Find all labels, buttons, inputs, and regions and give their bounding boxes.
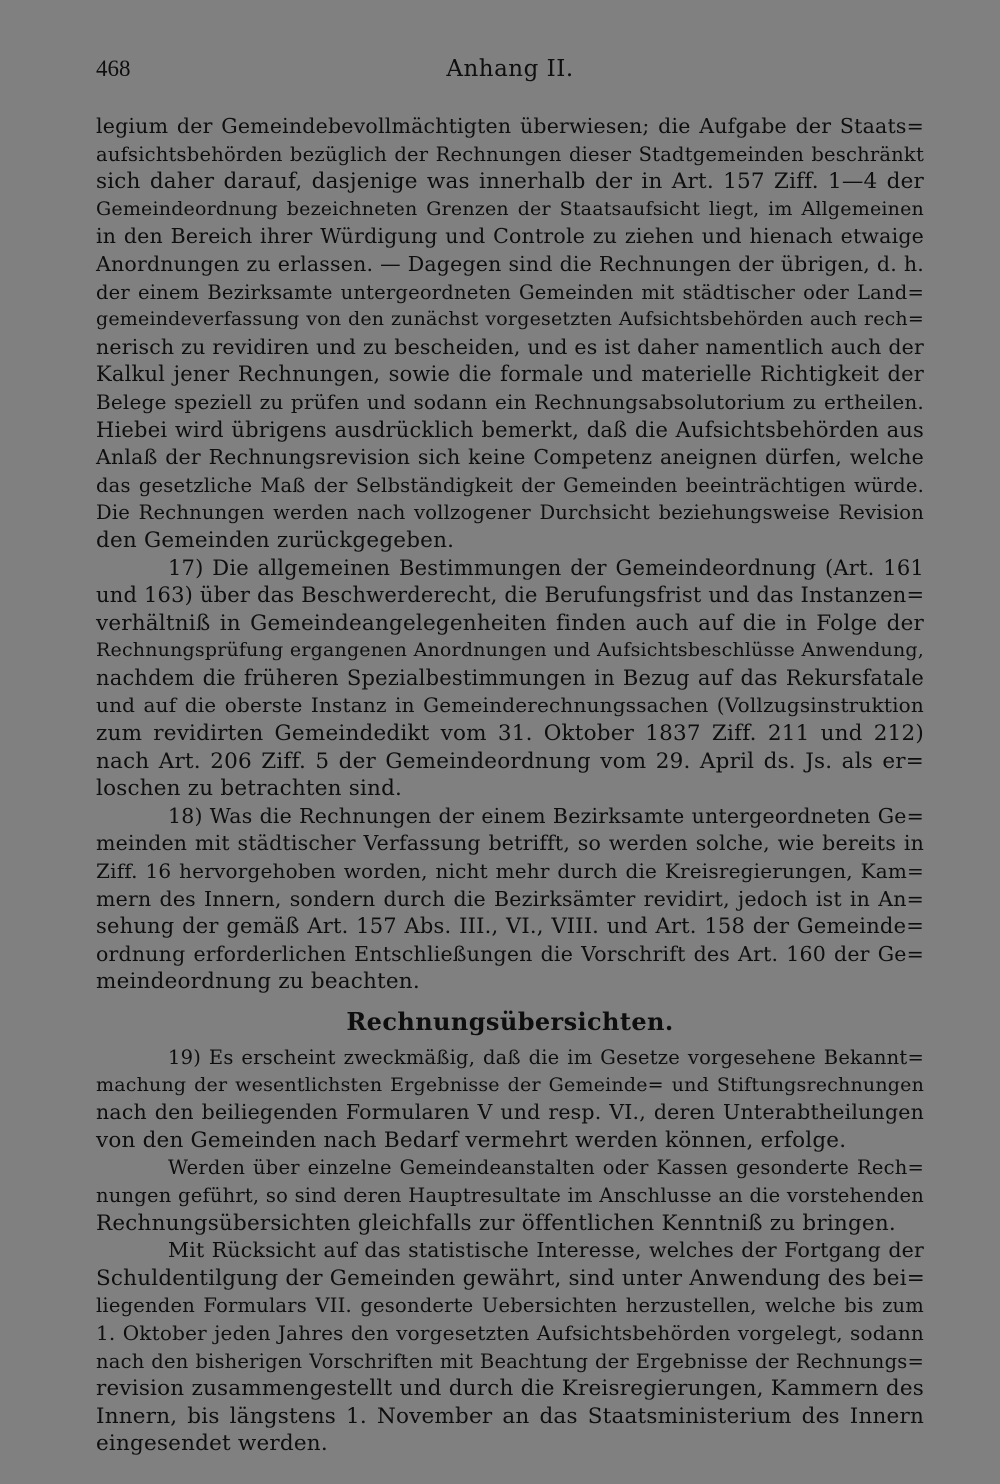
text-line: Rechnungsübersichten gleichfalls zur öffentlichen Kenntniß zu bringen. [96,1210,896,1236]
text-line: 19) Es erscheint zweckmäßig, daß die im Gesetze vorgesehene Bekannt= [168,1046,924,1069]
text-line: 18) Was die Rechnungen der einem Bezirksamte untergeordneten Ge= [168,803,924,828]
text-line: Rechnungsprüfung ergangenen Anordnungen und Aufsichtsbeschlüsse Anwendung, [96,639,924,662]
text-line: nach den bisherigen Vorschriften mit Beachtung der Ergebnisse der Rechnungs= [96,1349,924,1373]
text-line: Gemeindeordnung bezeichneten Grenzen der Staatsaufsicht liegt, im Allgemeinen [96,197,924,220]
text-line: verhältniß in Gemeindeangelegenheiten finden auch auf die in Folge der [96,610,924,636]
text-line: nach den beiliegenden Formularen V und resp. VI., deren Unterabtheilungen [96,1100,924,1125]
text-line: und 163) über das Beschwerderecht, die Berufungsfrist und das Instanzen= [96,583,925,608]
text-line: Werden über einzelne Gemeindeanstalten oder Kassen gesonderte Rech= [168,1156,924,1180]
text-line: meindeordnung zu beachten. [96,969,420,995]
text-line: meinden mit städtischer Verfassung betrifft, so werden solche, wie bereits in [96,831,924,856]
text-line: in den Bereich ihrer Würdigung und Controle zu ziehen und hienach etwaige [96,224,924,249]
text-line: nerisch zu revidiren und zu bescheiden, und es ist daher namentlich auch der [96,334,924,359]
text-line: Die Rechnungen werden nach vollzogener Durchsicht beziehungsweise Revision [96,501,924,525]
paragraph [96,803,924,996]
text-line: Anordnungen zu erlassen. — Dagegen sind die Rechnungen der übrigen, d. h. [96,251,924,276]
text-line: das gesetzliche Maß der Selbständigkeit der Gemeinden beeinträchtigen würde. [96,473,924,497]
paragraph [96,1237,924,1458]
running-head: Anhang II. [446,56,574,82]
text-line: Mit Rücksicht auf das statistische Interesse, welches der Fortgang der [168,1238,924,1263]
paragraph [96,1044,924,1154]
text-line: legium der Gemeindebevollmächtigten überwiesen; die Aufgabe der Staats= [96,114,924,138]
text-line: den Gemeinden zurückgegeben. [96,527,455,553]
text-line: nachdem die früheren Spezialbestimmungen in Bezug auf das Rekursfatale [96,665,924,690]
text-line: nach Art. 206 Ziff. 5 der Gemeindeordnung vom 29. April ds. Js. als er= [96,748,924,774]
text-line: aufsichtsbehörden bezüglich der Rechnungen dieser Stadtgemeinden beschränkt [96,142,924,166]
text-line: Schuldentilgung der Gemeinden gewährt, sind unter Anwendung des bei= [96,1265,926,1291]
text-line: loschen zu betrachten sind. [96,776,403,802]
text-line: gemeindeverfassung von den zunächst vorgesetzten Aufsichtsbehörden auch rech= [96,308,924,331]
text-line: sich daher darauf, dasjenige was innerhalb der in Art. 157 Ziff. 1—4 der [96,169,924,195]
section-heading: Rechnungsübersichten. [346,1007,674,1036]
paragraph [96,1154,924,1237]
page-number: 468 [96,56,131,81]
text-line: Kalkul jener Rechnungen, sowie die formale und materielle Richtigkeit der [96,362,924,387]
text-line: mern des Innern, sondern durch die Bezirksämter revidirt, jedoch ist in An= [96,886,924,911]
text-line: Ziff. 16 hervorgehoben worden, nicht mehr durch die Kreisregierungen, Kam= [96,859,924,884]
page-header [96,56,924,90]
text-line: 1. Oktober jeden Jahres den vorgesetzten Aufsichtsbehörden vorgelegt, sodann [96,1320,924,1345]
page-body [96,113,924,1458]
text-line: zum revidirten Gemeindedikt vom 31. Oktober 1837 Ziff. 211 und 212) [96,721,924,747]
paragraph [96,555,924,803]
text-line: Belege speziell zu prüfen und sodann ein Rechnungsabsolutorium zu ertheilen. [96,389,924,414]
text-line: und auf die oberste Instanz in Gemeinderechnungssachen (Vollzugsinstruktion [96,693,924,718]
text-line: revision zusammengestellt und durch die Kreisregierungen, Kammern des [96,1376,924,1402]
text-line: der einem Bezirksamte untergeordneten Gemeinden mit städtischer oder Land= [96,280,924,304]
text-line: machung der wesentlichsten Ergebnisse der Gemeinde= und Stiftungsrechnungen [96,1073,924,1096]
text-line: sehung der gemäß Art. 157 Abs. III., VI., VIII. und Art. 158 der Gemeinde= [96,914,924,939]
text-line: Hiebei wird übrigens ausdrücklich bemerkt, daß die Aufsichtsbehörden aus [96,417,924,442]
text-line: Innern, bis längstens 1. November an das Staatsministerium des Innern [96,1403,924,1429]
text-line: Anlaß der Rechnungsrevision sich keine Competenz aneignen dürfen, welche [96,445,924,470]
text-line: nungen geführt, so sind deren Hauptresultate im Anschlusse an die vorstehenden [96,1183,924,1207]
text-line: eingesendet werden. [96,1431,328,1457]
text-line: liegenden Formulars VII. gesonderte Uebersichten herzustellen, welche bis zum [96,1294,924,1318]
paragraph [96,113,924,555]
text-line: ordnung erforderlichen Entschließungen die Vorschrift des Art. 160 der Ge= [96,941,924,966]
text-line: 17) Die allgemeinen Bestimmungen der Gemeindeordnung (Art. 161 [168,555,924,580]
text-line: von den Gemeinden nach Bedarf vermehrt werden können, erfolge. [96,1127,847,1153]
